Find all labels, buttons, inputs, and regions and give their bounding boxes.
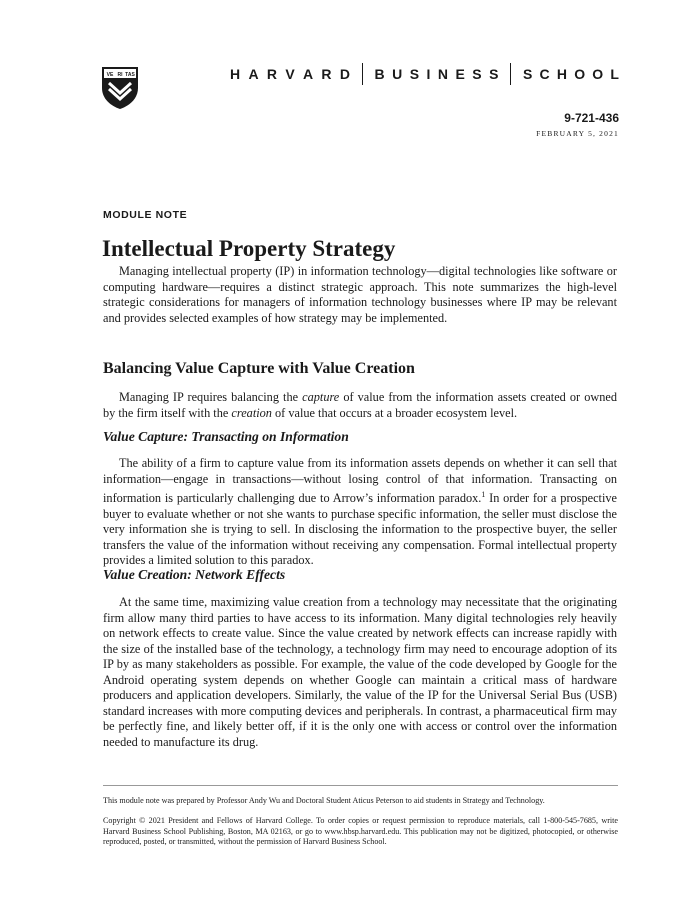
- footer-divider: [103, 785, 618, 786]
- section-paragraph: Managing IP requires balancing the capture of value from the information assets created or owned by the firm itself with the creation of value that occurs at a broader ecosystem level.: [103, 390, 618, 420]
- shield-banner-ve: VE: [106, 72, 114, 78]
- wordmark-business: B U S I N E S S: [374, 66, 499, 82]
- document-type-label: MODULE NOTE: [103, 209, 188, 221]
- document-date: FEBRUARY 5, 2021: [536, 129, 619, 138]
- page-title: Intellectual Property Strategy: [102, 236, 396, 261]
- document-number: 9-721-436: [564, 111, 619, 125]
- footnote-ref: 1: [481, 490, 486, 499]
- subsection-heading: Value Creation: Network Effects: [103, 567, 286, 582]
- wordmark-harvard: H A R V A R D: [230, 66, 350, 82]
- shield-banner-ri: RI: [117, 72, 123, 78]
- emphasis-creation: creation: [231, 405, 272, 420]
- wordmark-divider: [510, 63, 511, 85]
- copyright-notice: Copyright © 2021 President and Fellows of Harvard College. To order copies or request permission to reproduce materials, call 1-800-545-7685, write Harvard Business School Publishing, Boston, MA 02163, or go to www.hbsp.harvard.edu. This publication may not be digitized, photocopied, or otherwise reproduced, posted, or transmitted, without the permission of Harvard Business School.: [103, 816, 618, 846]
- section-heading: Balancing Value Capture with Value Creation: [103, 360, 415, 377]
- value-capture-paragraph: The ability of a firm to capture value from its information assets depends on whether it can sell that information—engage in transactions—without losing control of that information. Transacting on information is particularly challenging due to Arrow’s information paradox.$^1$ In order for a prospective buyer to evaluate whether or not she wants to purchase specific information, the seller must disclose the very information she is trying to sell. In disclosing the information to the prospective buyer, the seller transfers the value of the information without receiving any compensation. Formal intellectual property provides a limited solution to this paradox.: [103, 456, 617, 568]
- wordmark-divider: [362, 63, 363, 85]
- harvard-business-school-wordmark: [230, 63, 619, 85]
- hbs-shield-logo: [101, 66, 139, 110]
- shield-banner-tas: TAS: [125, 72, 135, 78]
- authorship-note: This module note was prepared by Professor Andy Wu and Doctoral Student Aticus Peterson to aid students in Strategy and Technology.: [103, 796, 545, 805]
- emphasis-capture: capture: [302, 390, 340, 404]
- value-creation-paragraph: At the same time, maximizing value creation from a technology may necessitate that the originating firm allow many third parties to have access to its information. Many digital technologies rely heavily on network effects to create value. Since the value created by network effects can increase rapidly with the size of the installed base of the technology, a technology firm may need to encourage adoption of its IP by as many stakeholders as possible. For example, the value of the code developed by Google for the Android operating system depends on whether Google can maintain a critical mass of hardware producers and application developers. Similarly, the value of the IP for the Universal Serial Bus (USB) standard increases with more computing devices and peripherals. In contrast, a pharmaceutical firm may be perfectly fine, and likely better off, if it is the only one with access or control over the information needed to manufacture its drug.: [103, 595, 617, 749]
- subsection-heading: Value Capture: Transacting on Information: [103, 429, 349, 444]
- wordmark-school: S C H O O L: [523, 66, 619, 82]
- intro-paragraph: Managing intellectual property (IP) in information technology—digital technologies like software or computing hardware—requires a distinct strategic approach. This note summarizes the high-level strategic considerations for managers of information technology businesses where IP may be relevant and provides selected examples of how strategy may be implemented.: [103, 264, 617, 325]
